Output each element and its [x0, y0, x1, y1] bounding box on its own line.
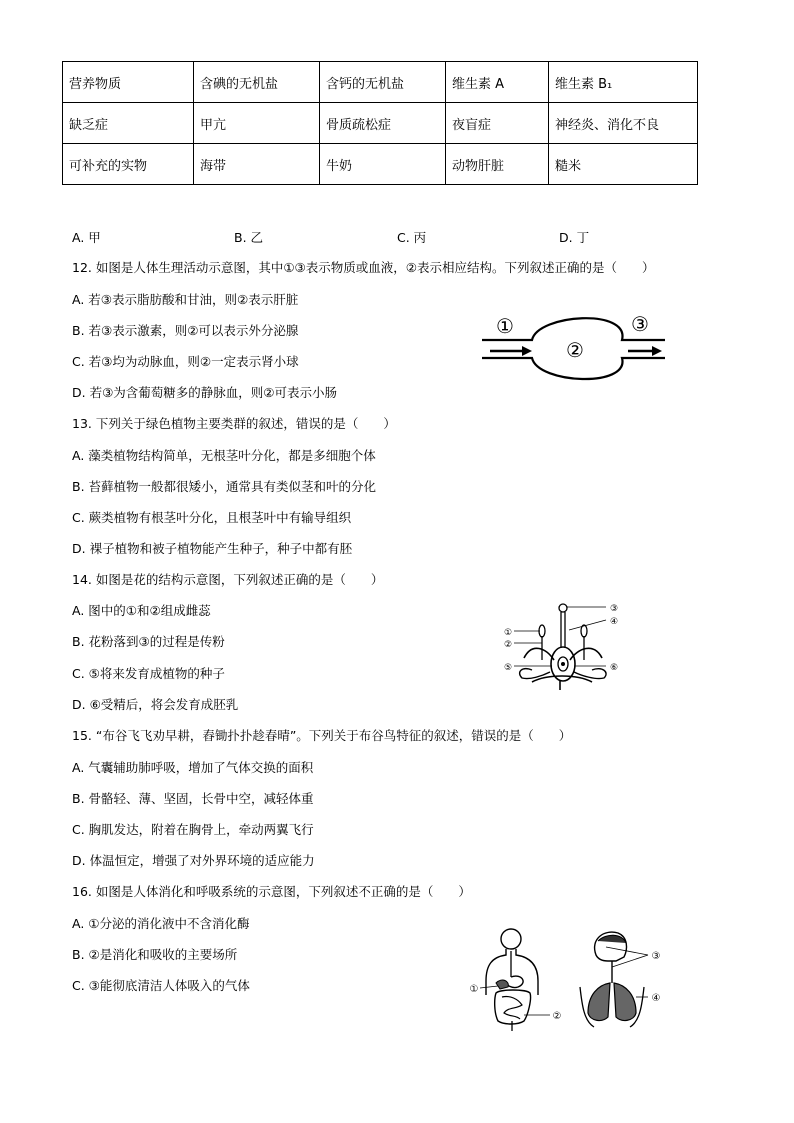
table-cell: 缺乏症	[63, 103, 194, 144]
label-3: ③	[651, 951, 661, 962]
label-6: ⑥	[609, 663, 619, 673]
q15-stem: 15. “布谷飞飞劝早耕，舂锄扑扑趁春晴”。下列关于布谷鸟特征的叙述，错误的是（ ）	[72, 728, 572, 743]
q16-option-a[interactable]: A. ①分泌的消化液中不含消化酶	[72, 916, 250, 931]
q13-option-c[interactable]: C. 蕨类植物有根茎叶分化，且根茎叶中有输导组织	[72, 510, 352, 525]
label-1: ①	[503, 628, 513, 638]
table-cell: 糙米	[549, 144, 698, 185]
q12-physiology-diagram	[480, 306, 665, 386]
table-cell: 营养物质	[63, 62, 194, 103]
table-cell: 夜盲症	[446, 103, 549, 144]
label-2: ②	[552, 1011, 562, 1022]
label-3: ③	[631, 312, 649, 336]
q15-option-b[interactable]: B. 骨骼轻、薄、坚固，长骨中空，减轻体重	[72, 791, 314, 806]
table-cell: 维生素 A	[446, 62, 549, 103]
q15-option-d[interactable]: D. 体温恒定，增强了对外界环境的适应能力	[72, 853, 315, 868]
q13-option-b[interactable]: B. 苔藓植物一般都很矮小，通常具有类似茎和叶的分化	[72, 479, 377, 494]
table-cell: 维生素 B₁	[549, 62, 698, 103]
q14-option-c[interactable]: C. ⑤将来发育成植物的种子	[72, 666, 225, 681]
q16-stem: 16. 如图是人体消化和呼吸系统的示意图，下列叙述不正确的是（ ）	[72, 884, 471, 899]
q16-option-c[interactable]: C. ③能彻底清洁人体吸入的气体	[72, 978, 250, 993]
q15-option-a[interactable]: A. 气囊辅助肺呼吸，增加了气体交换的面积	[72, 760, 314, 775]
table-cell: 甲亢	[194, 103, 320, 144]
q12-option-b[interactable]: B. 若③表示激素，则②可以表示外分泌腺	[72, 323, 299, 338]
q13-stem: 13. 下列关于绿色植物主要类群的叙述，错误的是（ ）	[72, 416, 396, 431]
q12-option-d[interactable]: D. 若③为含葡萄糖多的静脉血，则②可表示小肠	[72, 385, 337, 400]
q12-stem: 12. 如图是人体生理活动示意图，其中①③表示物质或血液，②表示相应结构。下列叙述正确的是（ ）	[72, 260, 655, 275]
table-row	[63, 62, 698, 103]
label-2: ②	[566, 338, 584, 362]
table-cell: 可补充的实物	[63, 144, 194, 185]
q11-option-d[interactable]: D. 丁	[559, 230, 590, 245]
q14-flower-diagram	[502, 600, 624, 692]
label-4: ④	[651, 993, 661, 1004]
label-3: ③	[609, 604, 619, 614]
table-cell: 含碘的无机盐	[194, 62, 320, 103]
table-cell: 含钙的无机盐	[320, 62, 446, 103]
table-row	[63, 144, 698, 185]
q11-options	[72, 228, 692, 246]
q12-option-a[interactable]: A. 若③表示脂肪酸和甘油，则②表示肝脏	[72, 292, 299, 307]
q14-stem: 14. 如图是花的结构示意图，下列叙述正确的是（ ）	[72, 572, 384, 587]
table-cell: 骨质疏松症	[320, 103, 446, 144]
q11-option-c[interactable]: C. 丙	[397, 230, 427, 245]
table-row	[63, 103, 698, 144]
q14-option-b[interactable]: B. 花粉落到③的过程是传粉	[72, 634, 225, 649]
table-cell: 海带	[194, 144, 320, 185]
label-4: ④	[609, 617, 619, 627]
q14-option-a[interactable]: A. 图中的①和②组成雌蕊	[72, 603, 211, 618]
nutrition-table	[62, 61, 698, 185]
table-cell: 牛奶	[320, 144, 446, 185]
q14-option-d[interactable]: D. ⑥受精后，将会发育成胚乳	[72, 697, 239, 712]
table-cell: 动物肝脏	[446, 144, 549, 185]
label-2: ②	[503, 640, 513, 650]
q13-option-a[interactable]: A. 藻类植物结构简单，无根茎叶分化，都是多细胞个体	[72, 448, 376, 463]
q13-option-d[interactable]: D. 裸子植物和被子植物能产生种子，种子中都有胚	[72, 541, 353, 556]
label-5: ⑤	[503, 663, 513, 673]
label-1: ①	[469, 984, 479, 995]
q11-option-a[interactable]: A. 甲	[72, 230, 101, 245]
q12-option-c[interactable]: C. 若③均为动脉血，则②一定表示肾小球	[72, 354, 299, 369]
q16-option-b[interactable]: B. ②是消化和吸收的主要场所	[72, 947, 238, 962]
table-cell: 神经炎、消化不良	[549, 103, 698, 144]
q11-option-b[interactable]: B. 乙	[234, 230, 264, 245]
label-1: ①	[496, 314, 514, 338]
q16-digestive-respiratory-diagram	[466, 925, 666, 1035]
q15-option-c[interactable]: C. 胸肌发达，附着在胸骨上，牵动两翼飞行	[72, 822, 314, 837]
